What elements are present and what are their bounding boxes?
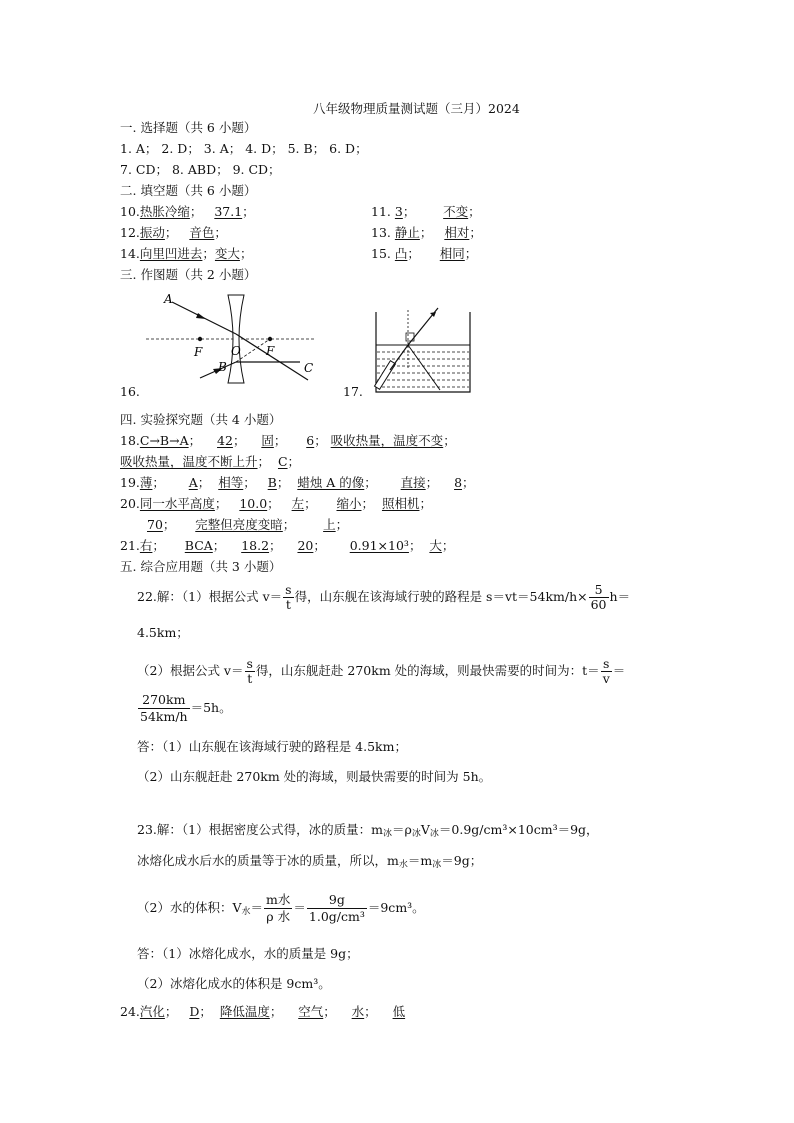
answer-q10: 10.热胀冷缩； 37.1； bbox=[120, 204, 255, 219]
section-heading-experiment: 四. 实验探究题（共 4 小题） bbox=[120, 412, 282, 427]
answer-q12: 12.振动； 音色； bbox=[120, 225, 227, 240]
q22-line3: （2）根据公式 v＝ $\frac{s}{t}$ 得，山东舰赶赴 270km 处的海域，则最快需要的时间为：t＝ $\frac{s}{v}$ ＝ bbox=[137, 656, 626, 686]
answer-q24: 24.汽化； D； 降低温度； 空气； 水； 低 bbox=[120, 1004, 406, 1019]
section-heading-drawing: 三. 作图题（共 2 小题） bbox=[120, 267, 257, 282]
answer-q19: 19.薄； A； 相等； B； 蜡烛 A 的像； 直接； 8； bbox=[120, 475, 475, 490]
answer-q20-line1: 20.同一水平高度； 10.0； 左； 缩小； 照相机； bbox=[120, 496, 432, 511]
answer-q20-line2: 70； 完整但亮度变暗； 上； bbox=[147, 517, 349, 532]
fraction-9g-over-density: $\frac{9g}{\text{1.0g/cm³}}$ bbox=[308, 892, 365, 924]
answer-q18-line1: 18.C→B→A； 42； 固； 6； 吸收热量，温度不变； bbox=[120, 433, 456, 448]
section-heading-fill: 二. 填空题（共 6 小题） bbox=[120, 183, 257, 198]
label-F-left: F bbox=[194, 345, 203, 359]
q22-answer2: （2）山东舰赶赴 270km 处的海域，则最快需要的时间为 5h。 bbox=[137, 769, 492, 784]
water-refraction-diagram bbox=[368, 300, 478, 400]
answer-q14: 14.向里凹进去；变大； bbox=[120, 246, 253, 261]
answer-q15: 15. 凸； 相同； bbox=[371, 246, 478, 261]
fraction-s-over-t: $\frac{s}{t}$ bbox=[285, 582, 292, 612]
q22-answer1: 答：（1）山东舰在该海域行驶的路程是 4.5km； bbox=[137, 739, 407, 754]
q23-line1: 23.解：（1）根据密度公式得，冰的质量：$m_冰=\rho_冰V_冰=0.9g/cm^3\times 10cm^3=9g$， bbox=[137, 822, 599, 839]
section-heading-choice: 一. 选择题（共 6 小题） bbox=[120, 120, 257, 135]
fraction-270-over-54: $\frac{270km}{54km/h}$ bbox=[140, 692, 188, 724]
answer-q11: 11. 3； 不变； bbox=[371, 204, 481, 219]
figure-17-number: 17. bbox=[343, 384, 363, 399]
lens-diagram bbox=[140, 288, 340, 400]
label-C: C bbox=[304, 361, 314, 375]
q22-line2: 4.5km； bbox=[137, 625, 189, 640]
q23-line3: （2）水的体积：$V_水=$ $\frac{\text{m水}}{\text{ρ 水}}$ ＝ $\frac{9g}{\text{1.0g/cm³}}$ ＝9cm³。 bbox=[137, 892, 425, 924]
q23-answer2: （2）冰熔化成水的体积是 9cm³。 bbox=[137, 976, 331, 991]
choice-answers-line2: 7. CD； 8. ABD； 9. CD； bbox=[120, 162, 281, 177]
q23-answer1: 答：（1）冰熔化成水，水的质量是 9g； bbox=[137, 946, 359, 961]
page-title: 八年级物理质量测试题（三月）2024 bbox=[313, 101, 520, 116]
choice-answers-line1: 1. A； 2. D； 3. A； 4. D； 5. B； 6. D； bbox=[120, 141, 368, 156]
fraction-m-over-rho: $\frac{\text{m水}}{\text{ρ 水}}$ bbox=[266, 892, 291, 924]
q22-line4: $\frac{270km}{54km/h}$ ＝5h。 bbox=[140, 692, 232, 724]
answer-q18-line2: 吸收热量，温度不断上升； C； bbox=[120, 454, 301, 469]
label-B: B bbox=[218, 360, 227, 374]
q22-line1: 22.解：（1）根据公式 v＝ $\frac{s}{t}$ 得，山东舰在该海域行驶的路程是 s＝vt＝54km/h× $\frac{5}{60}$ h＝ bbox=[137, 582, 631, 612]
label-A: A bbox=[164, 292, 173, 306]
section-heading-application: 五. 综合应用题（共 3 小题） bbox=[120, 559, 282, 574]
answer-q21: 21.右； BCA； 18.2； 20； 0.91×10³； 大； bbox=[120, 538, 455, 553]
fraction-5-over-60: $\frac{5}{60}$ bbox=[590, 582, 607, 612]
figure-16-number: 16. bbox=[120, 384, 140, 399]
answer-q13: 13. 静止； 相对； bbox=[371, 225, 482, 240]
q23-line2: 冰熔化成水后水的质量等于冰的质量，所以，$m_水=m_冰=9g$； bbox=[137, 853, 483, 870]
label-F-right: F bbox=[266, 344, 275, 358]
label-O: O bbox=[231, 344, 241, 358]
fraction-s-over-v: $\frac{s}{v}$ bbox=[602, 656, 610, 686]
fraction-s-over-t-2: $\frac{s}{t}$ bbox=[246, 656, 253, 686]
